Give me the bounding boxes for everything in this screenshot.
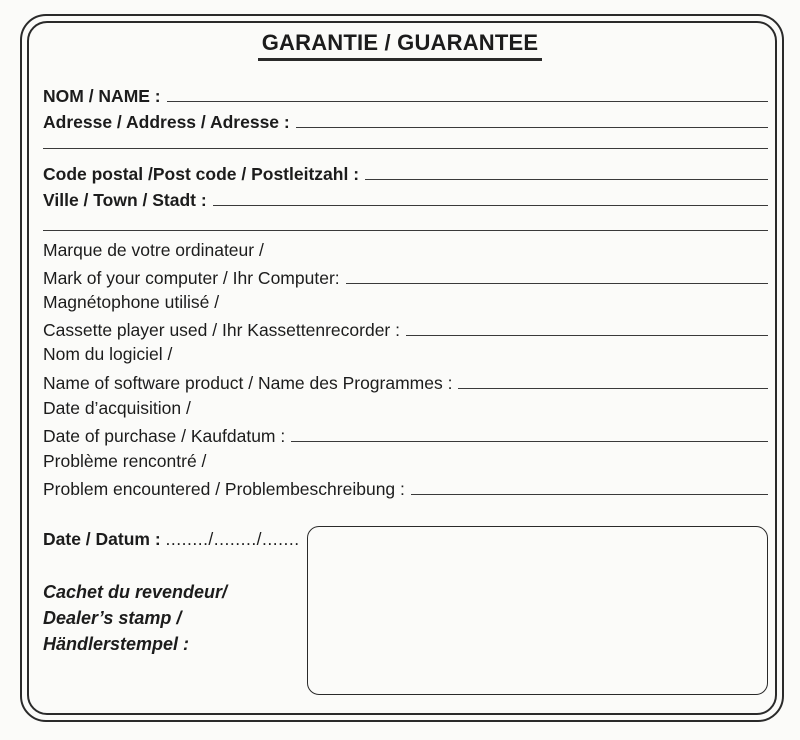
software-field[interactable] bbox=[458, 388, 768, 389]
postcode-row bbox=[43, 162, 768, 184]
computer-field[interactable] bbox=[346, 283, 768, 284]
date-field[interactable]: ......../......../....... bbox=[165, 529, 300, 549]
software-label: Name of software product / Name des Programmes : bbox=[43, 373, 453, 393]
computer-row bbox=[43, 266, 768, 288]
cassette-field[interactable] bbox=[406, 335, 768, 336]
stamp-label-en: Dealer’s stamp / bbox=[43, 608, 182, 628]
town-field[interactable] bbox=[213, 205, 768, 206]
computer-label-fr: Marque de votre ordinateur / bbox=[43, 240, 264, 260]
purchase-row bbox=[43, 424, 768, 446]
problem-label: Problem encountered / Problembeschreibung : bbox=[43, 479, 405, 499]
address-label: Adresse / Address / Adresse : bbox=[43, 112, 290, 132]
town-row bbox=[43, 188, 768, 210]
stamp-label-fr: Cachet du revendeur/ bbox=[43, 582, 228, 602]
form-title bbox=[0, 30, 800, 61]
cassette-label: Cassette player used / Ihr Kassettenrecorder : bbox=[43, 320, 400, 340]
dealer-stamp-box[interactable] bbox=[307, 526, 768, 695]
town-field-line-2[interactable] bbox=[43, 230, 768, 231]
software-row bbox=[43, 371, 768, 393]
problem-label-fr: Problème rencontré / bbox=[43, 451, 207, 471]
address-field-line-2[interactable] bbox=[43, 148, 768, 149]
name-row bbox=[43, 84, 768, 106]
address-field[interactable] bbox=[296, 127, 768, 128]
purchase-label-fr: Date d’acquisition / bbox=[43, 398, 191, 418]
address-row bbox=[43, 110, 768, 132]
purchase-label: Date of purchase / Kaufdatum : bbox=[43, 426, 286, 446]
problem-field[interactable] bbox=[411, 494, 768, 495]
town-label: Ville / Town / Stadt : bbox=[43, 190, 207, 210]
postcode-label: Code postal /Post code / Postleitzahl : bbox=[43, 164, 360, 184]
stamp-label-de: Händlerstempel : bbox=[43, 634, 190, 654]
postcode-field[interactable] bbox=[365, 179, 768, 180]
form-title-text: GARANTIE / GUARANTEE bbox=[258, 30, 543, 61]
purchase-field[interactable] bbox=[291, 441, 768, 442]
name-field[interactable] bbox=[167, 101, 768, 102]
cassette-label-fr: Magnétophone utilisé / bbox=[43, 292, 220, 312]
date-label: Date / Datum : bbox=[43, 529, 161, 549]
computer-label: Mark of your computer / Ihr Computer: bbox=[43, 268, 340, 288]
software-label-fr: Nom du logiciel / bbox=[43, 344, 173, 364]
date-row bbox=[43, 528, 300, 550]
problem-row bbox=[43, 477, 768, 499]
name-label: NOM / NAME : bbox=[43, 86, 161, 106]
cassette-row bbox=[43, 318, 768, 340]
